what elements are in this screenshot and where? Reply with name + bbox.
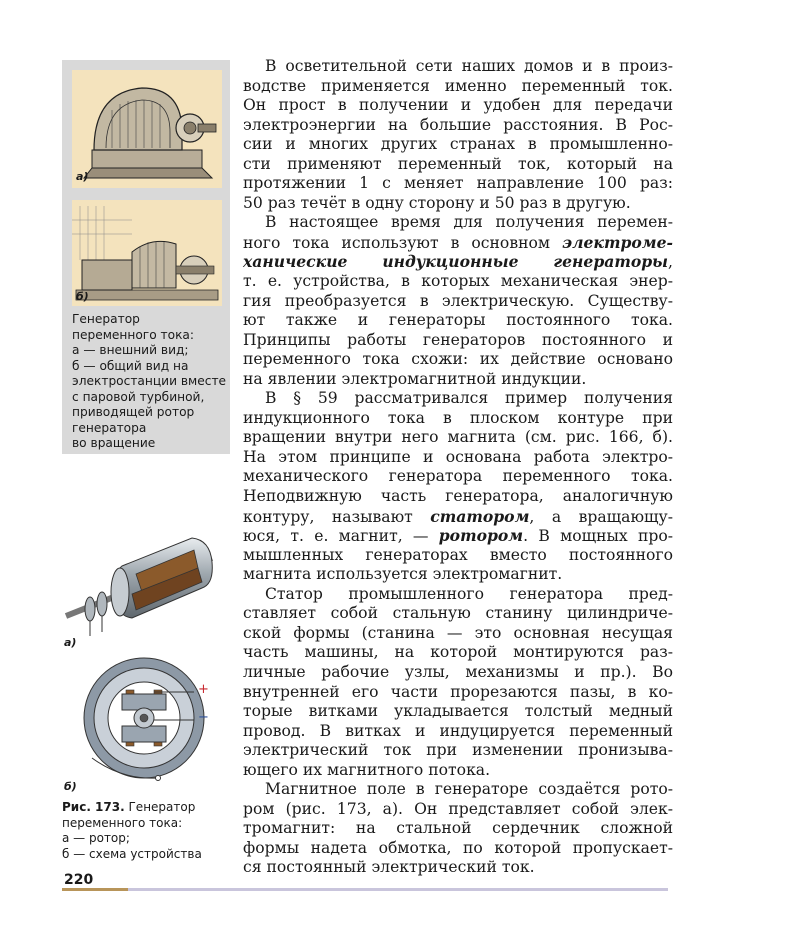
term-rotor: ротором [438, 526, 524, 546]
caption-line: переменного тока: [72, 327, 195, 342]
text-line: личные рабочие узлы, механизмы и пр.). Во [243, 662, 673, 681]
text-line: торые витками укладывается толстый медный [243, 702, 673, 721]
text-line: Принципы работы генераторов постоянного и [243, 330, 673, 349]
rotor-illustration [62, 528, 222, 638]
text-run: юся, т. е. магнит, — [243, 527, 439, 546]
text-line: магнита используется электромагнит. [243, 565, 563, 584]
text-line: переменного тока схожи: их действие основано [243, 350, 673, 369]
text-line: Магнитное поле в генераторе создаётся рото- [265, 780, 673, 799]
text-run: контуру, называют [243, 507, 431, 526]
caption-line: б — схема устройства [62, 846, 202, 861]
text-line: водстве применяется именно переменный ток. [243, 76, 673, 95]
text-line: ской формы (станина — это основная несущая [243, 623, 673, 642]
power-station-illustration [72, 200, 222, 306]
text-line: ром (рис. 173, а). Он представляет собой элек- [243, 799, 673, 818]
text-line: внутренней его части прорезаются пазы, в ко- [243, 682, 673, 701]
caption-line: генератора [72, 420, 147, 435]
text-line: электрический ток при изменении пронизыва- [243, 741, 673, 760]
caption-line: а — внешний вид; [72, 343, 189, 357]
generator-exterior-illustration [72, 70, 222, 188]
text-line: гия преобразуется в электрическую. Существу- [243, 291, 673, 310]
text-line: 50 раз течёт в одну сторону и 50 раз в другую. [243, 193, 631, 212]
text-line: Неподвижную часть генератора, аналогичную [243, 487, 673, 506]
term-electromechanical: электроме- [562, 232, 673, 252]
text-line: часть машины, на которой монтируются раз- [243, 643, 673, 662]
figure-b-letter: б) [76, 290, 89, 303]
text-line: Он прост в получении и удобен для передачи [243, 96, 673, 115]
text-run: , [668, 253, 673, 272]
text-line: ся постоянный электрический ток. [243, 858, 535, 877]
text-line: индукционного тока в плоском контуре при [243, 408, 673, 427]
text-line: на явлении электромагнитной индукции. [243, 369, 587, 388]
minus-terminal-label: − [198, 710, 209, 725]
text-line: ющего их магнитного потока. [243, 760, 491, 779]
footer-rule [128, 888, 668, 891]
caption-line: Генератор [72, 312, 140, 326]
text-line: электроэнергии на большие расстояния. В Рос- [243, 115, 673, 134]
figure-title: Генератор [124, 800, 196, 814]
term-stator: статором [430, 506, 530, 526]
text-line: мышленных генераторах вместо постоянного [243, 545, 673, 564]
page-number: 220 [64, 872, 94, 888]
caption-line: с паровой турбиной, [72, 389, 205, 404]
text-line: В осветительной сети наших домов и в произ- [265, 57, 673, 75]
term-induction-generators: ханические индукционные генераторы [243, 252, 669, 272]
text-line: ют также и генераторы постоянного тока. [243, 311, 673, 330]
caption-line: а — ротор; [62, 831, 130, 846]
figure-173b-letter: б) [64, 780, 77, 793]
caption-line: электростанции вместе [72, 374, 227, 388]
text-line: провод. В витках и индуцируется переменный [243, 721, 673, 740]
figure-a-letter: а) [76, 170, 89, 183]
text-run: . В мощных про- [523, 527, 673, 546]
caption-line: приводящей ротор [72, 405, 195, 419]
text-run: , а вращающу- [529, 507, 673, 526]
text-line: сти применяют переменный ток, который на [243, 154, 673, 173]
text-run: ного тока используют в основном [243, 233, 563, 252]
text-line: вращении внутри него магнита (см. рис. 166, б). [243, 428, 673, 447]
plus-terminal-label: + [198, 682, 209, 697]
text-line: ставляет собой стальную станину цилиндриче- [243, 604, 673, 623]
figure-173-caption [62, 800, 232, 862]
text-line: протяжении 1 с меняет направление 100 раз: [243, 174, 673, 193]
caption-line: б — общий вид на [72, 358, 189, 373]
caption-line: переменного тока: [62, 815, 183, 830]
figure-number: Рис. 173. [62, 800, 125, 814]
text-line: механического генератора переменного тока. [243, 467, 673, 486]
text-line: Статор промышленного генератора пред- [265, 584, 673, 603]
text-line: сии и многих других странах в промышленно- [243, 135, 673, 154]
caption-line: во вращение [72, 436, 156, 450]
text-line: т. е. устройства, в которых механическая энер- [243, 272, 673, 291]
text-line: На этом принципе и основана работа электро- [243, 447, 673, 466]
sidebar-caption [72, 312, 228, 452]
generator-scheme-diagram [62, 654, 222, 782]
main-text [243, 57, 673, 878]
footer-rule-accent [62, 888, 128, 891]
figure-173a-letter: а) [64, 636, 77, 649]
text-line: В § 59 рассматривался пример получения [265, 389, 673, 408]
text-line: В настоящее время для получения перемен- [265, 213, 673, 232]
text-line: формы надета обмотка, по которой пропускает- [243, 838, 673, 857]
text-line: тромагнит: на стальной сердечник сложной [243, 819, 673, 838]
